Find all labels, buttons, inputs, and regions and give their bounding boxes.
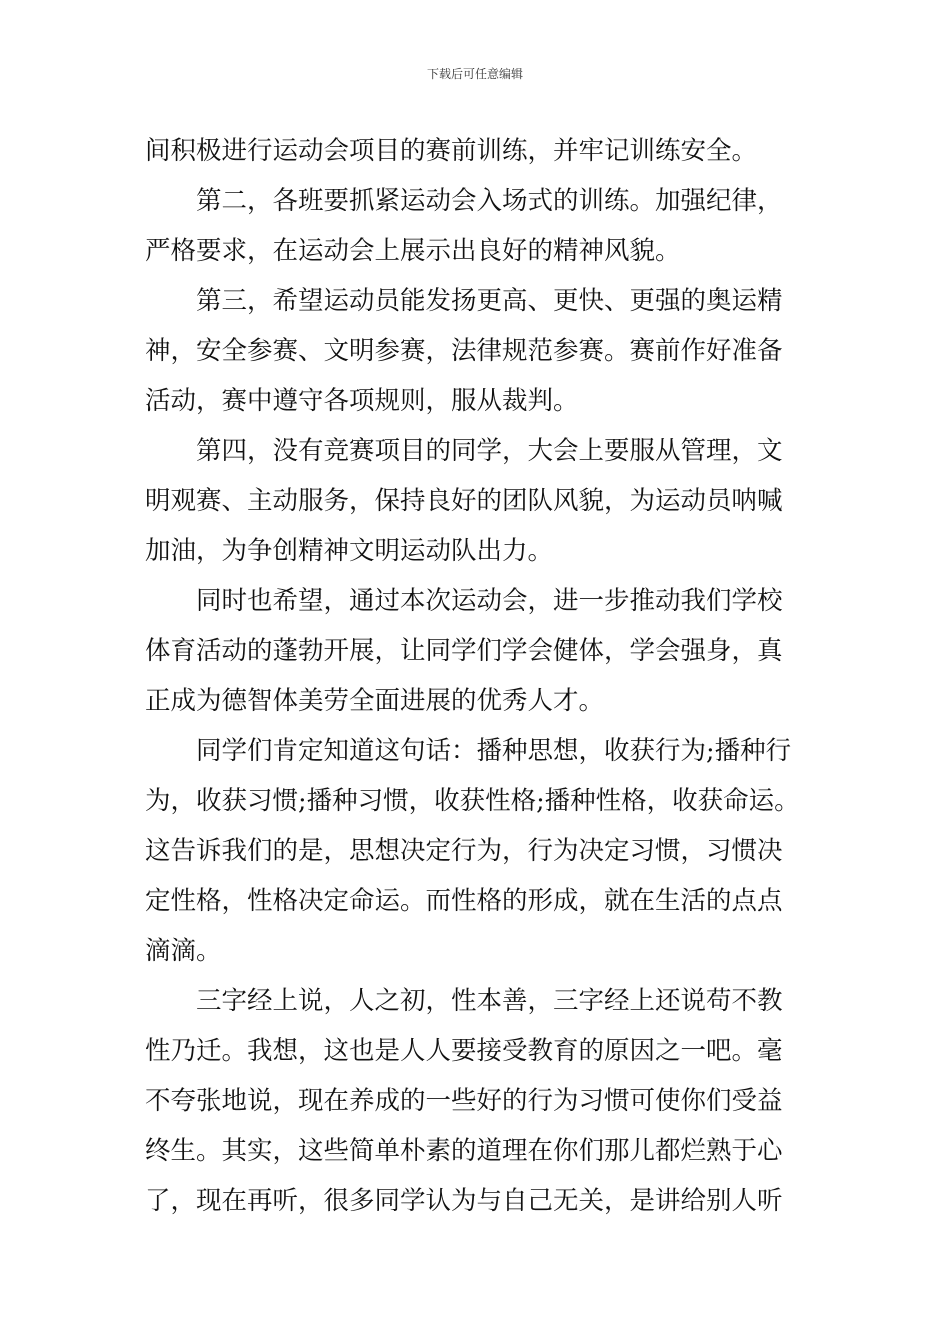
page-header: 下载后可任意编辑 — [426, 67, 523, 81]
text-line: 三字经上说，人之初，性本善，三字经上还说苟不教 — [196, 986, 783, 1016]
text-line: 第二，各班要抓紧运动会入场式的训练。加强纪律， — [196, 186, 783, 216]
body-text — [145, 126, 810, 1226]
text-line: 第三，希望运动员能发扬更高、更快、更强的奥运精 — [196, 286, 783, 316]
text-line: 正成为德智体美劳全面进展的优秀人才。 — [145, 686, 605, 716]
text-line: 神，安全参赛、文明参赛，法律规范参赛。赛前作好准备 — [145, 336, 783, 366]
text-line: 同时也希望，通过本次运动会，进一步推动我们学校 — [196, 586, 783, 616]
text-line: 这告诉我们的是，思想决定行为，行为决定习惯，习惯决 — [145, 836, 783, 866]
text-line: 同学们肯定知道这句话：播种思想，收获行为;播种行 — [196, 736, 792, 766]
text-line: 性乃迁。我想，这也是人人要接受教育的原因之一吧。毫 — [145, 1036, 783, 1066]
text-line: 定性格，性格决定命运。而性格的形成，就在生活的点点 — [145, 886, 783, 916]
text-line: 活动，赛中遵守各项规则，服从裁判。 — [145, 386, 579, 416]
text-line: 明观赛、主动服务，保持良好的团队风貌，为运动员呐喊 — [145, 486, 783, 516]
text-line: 滴滴。 — [145, 936, 222, 966]
text-line: 间积极进行运动会项目的赛前训练，并牢记训练安全。 — [145, 136, 758, 166]
text-line: 加油，为争创精神文明运动队出力。 — [145, 536, 554, 566]
text-line: 严格要求，在运动会上展示出良好的精神风貌。 — [145, 236, 681, 266]
text-line: 体育活动的蓬勃开展，让同学们学会健体，学会强身，真 — [145, 636, 783, 666]
text-line: 不夸张地说，现在养成的一些好的行为习惯可使你们受益 — [145, 1086, 783, 1116]
text-line: 第四，没有竞赛项目的同学，大会上要服从管理，文 — [196, 436, 783, 466]
text-line: 了，现在再听，很多同学认为与自己无关，是讲给别人听 — [145, 1186, 783, 1216]
text-line: 为，收获习惯;播种习惯，收获性格;播种性格，收获命运。 — [145, 786, 800, 816]
text-line: 终生。其实，这些简单朴素的道理在你们那儿都烂熟于心 — [145, 1136, 783, 1166]
